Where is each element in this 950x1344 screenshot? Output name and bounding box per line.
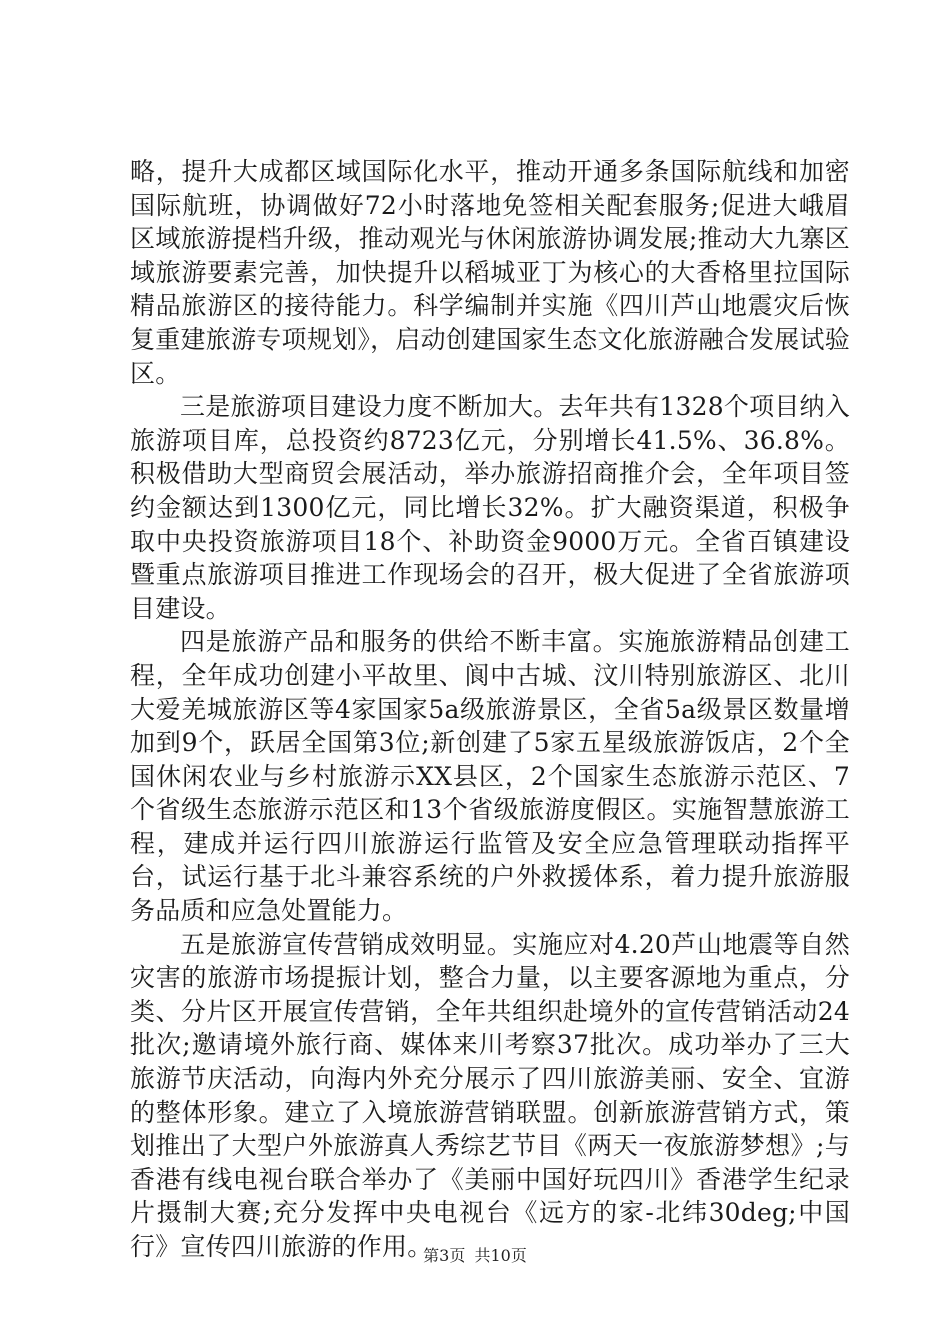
- paragraph-continuation: 略，提升大成都区域国际化水平，推动开通多条国际航线和加密国际航班，协调做好72小时落地免签相关配套服务;促进大峨眉区域旅游提档升级，推动观光与休闲旅游协调发展;推动大九寨区域旅游要素完善，加快提升以稻城亚丁为核心的大香格里拉国际精品旅游区的接待能力。科学编制并实施《四川芦山地震灾后恢复重建旅游专项规划》，启动创建国家生态文化旅游融合发展试验区。: [130, 157, 850, 388]
- paragraph-tourism-projects: 三是旅游项目建设力度不断加大。去年共有1328个项目纳入旅游项目库，总投资约8723亿元，分别增长41.5%、36.8%。积极借助大型商贸会展活动，举办旅游招商推介会，全年项目签约金额达到1300亿元，同比增长32%。扩大融资渠道，积极争取中央投资旅游项目18个、补助资金9000万元。全省百镇建设暨重点旅游项目推进工作现场会的召开，极大促进了全省旅游项目建设。: [130, 392, 850, 623]
- paragraph-tourism-products: 四是旅游产品和服务的供给不断丰富。实施旅游精品创建工程，全年成功创建小平故里、阆中古城、汶川特别旅游区、北川大爱羌城旅游区等4家国家5a级旅游景区，全省5a级景区数量增加到9个，跃居全国第3位;新创建了5家五星级旅游饭店，2个全国休闲农业与乡村旅游示XX县区，2个国家生态旅游示范区、7个省级生态旅游示范区和13个省级旅游度假区。实施智慧旅游工程，建成并运行四川旅游运行监管及安全应急管理联动指挥平台，试运行基于北斗兼容系统的户外救援体系，着力提升旅游服务品质和应急处置能力。: [130, 627, 850, 926]
- page-total: 共10页: [474, 1246, 527, 1265]
- page-footer: [0, 1243, 950, 1266]
- page-number: 第3页: [423, 1246, 466, 1265]
- paragraph-tourism-marketing: 五是旅游宣传营销成效明显。实施应对4.20芦山地震等自然灾害的旅游市场提振计划，整合力量，以主要客源地为重点，分类、分片区开展宣传营销，全年共组织赴境外的宣传营销活动24批次;邀请境外旅行商、媒体来川考察37批次。成功举办了三大旅游节庆活动，向海内外充分展示了四川旅游美丽、安全、宜游的整体形象。建立了入境旅游营销联盟。创新旅游营销方式，策划推出了大型户外旅游真人秀综艺节目《两天一夜旅游梦想》;与香港有线电视台联合举办了《美丽中国好玩四川》香港学生纪录片摄制大赛;充分发挥中央电视台《远方的家-北纬30deg;中国行》宣传四川旅游的作用。: [130, 929, 850, 1261]
- document-body: [130, 155, 850, 1264]
